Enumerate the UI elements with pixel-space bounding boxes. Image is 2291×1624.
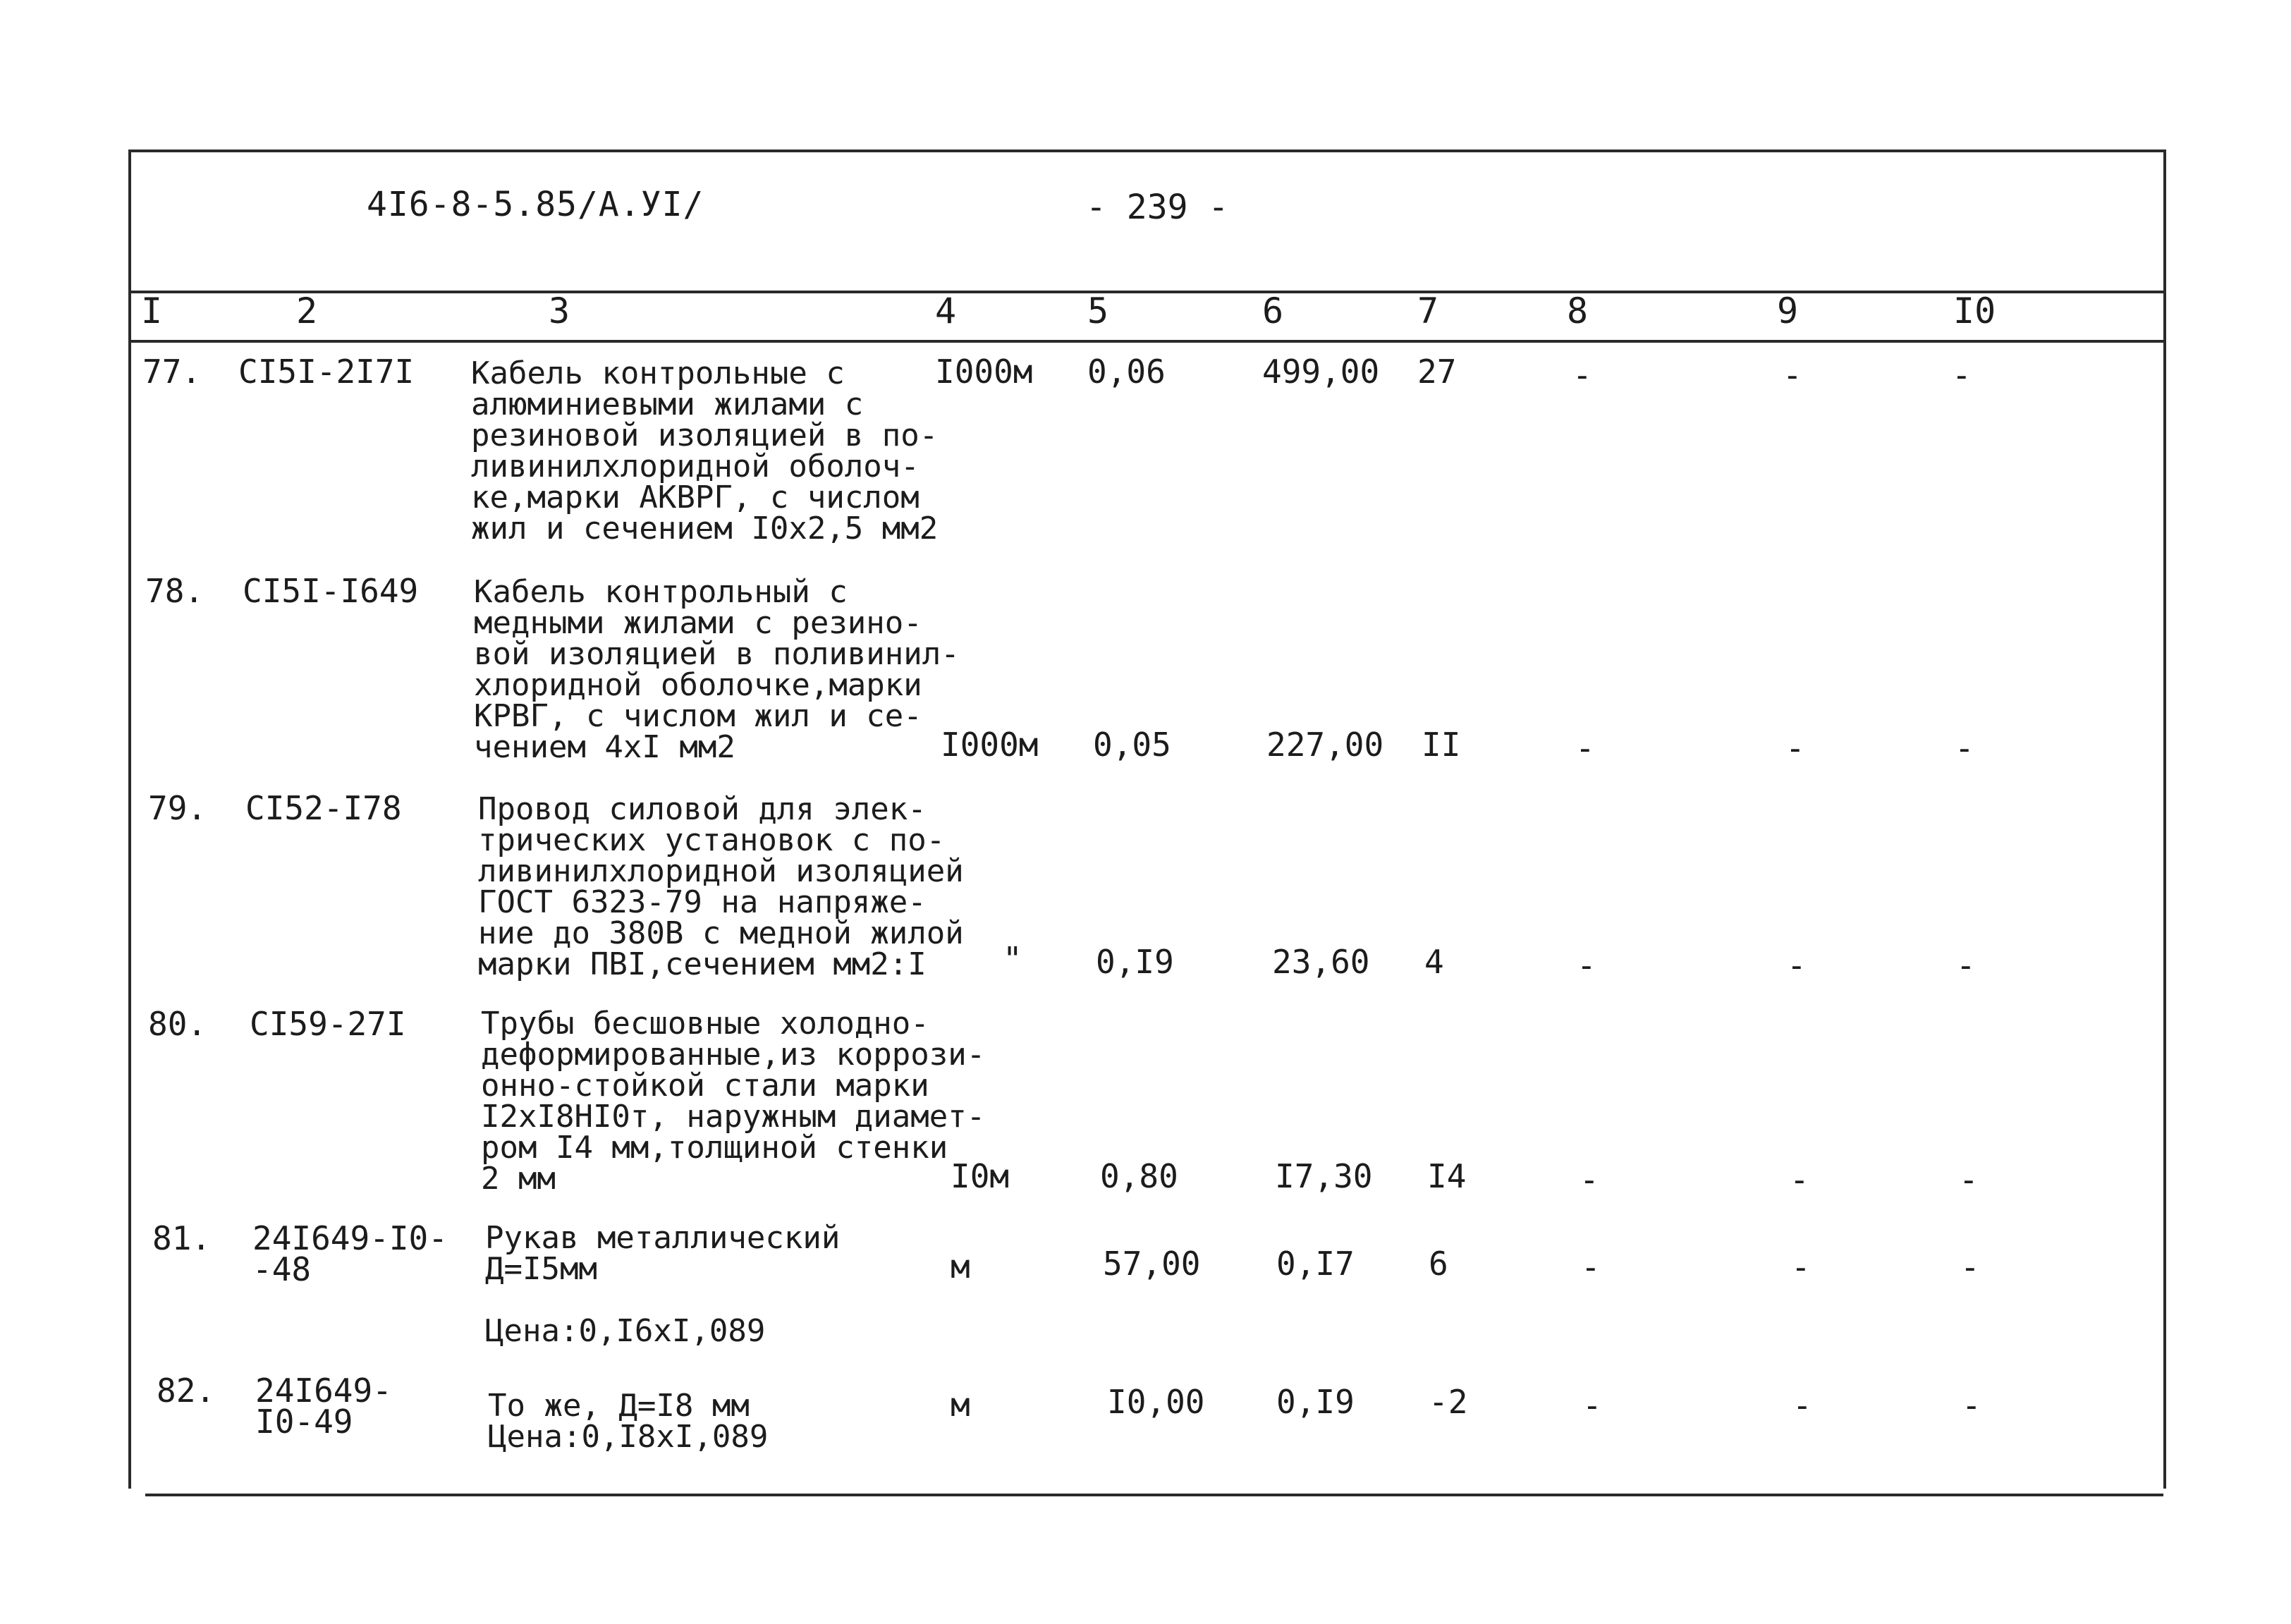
row-number: 80.	[148, 1005, 207, 1043]
col8-value: -	[1577, 946, 1596, 984]
document-code: 4I6-8-5.85/A.УI/	[367, 185, 704, 224]
col7-value: 6	[1429, 1245, 1448, 1283]
col6-value: 23,60	[1272, 943, 1370, 981]
col9-value: -	[1790, 1161, 1809, 1199]
bottom-rule	[145, 1494, 2163, 1496]
col5-value: I0,00	[1107, 1383, 1205, 1421]
item-description: Рукав металлический Д=I5мм Цена:0,I6xI,089	[485, 1220, 841, 1349]
item-code: 24I649-I0- -48	[252, 1219, 448, 1288]
col6-value: 0,I7	[1276, 1245, 1355, 1283]
col5-value: 0,80	[1100, 1157, 1178, 1195]
item-unit: I000м	[935, 353, 1033, 391]
item-description: Трубы бесшовные холодно- деформированные,из коррози- онно-стойкой стали марки I2xI8HI0т, наружным диамет- ром I4 мм,толщиной стенки 2 мм	[481, 1006, 986, 1197]
col9-value: -	[1785, 729, 1805, 767]
col7-value: 27	[1417, 353, 1457, 391]
col7-value: II	[1422, 726, 1461, 764]
col9-value: -	[1791, 1248, 1811, 1286]
col6-value: 499,00	[1262, 353, 1380, 391]
col10-value: -	[1959, 1161, 1979, 1199]
item-unit: м	[951, 1386, 970, 1424]
col5-value: 0,05	[1093, 726, 1171, 764]
item-description: Кабель контрольные с алюминиевыми жилами с резиновой изоляцией в по- ливинилхлоридной оболоч- ке,марки АКВРГ, с числом жил и сечением I0x2,5 мм2	[471, 355, 939, 547]
col7-value: I4	[1427, 1157, 1467, 1195]
row-number: 79.	[148, 789, 207, 827]
item-unit: I000м	[941, 726, 1039, 764]
page-frame	[128, 149, 2166, 1489]
col10-value: -	[1960, 1248, 1980, 1286]
row-number: 82.	[157, 1372, 216, 1410]
col6-value: I7,30	[1275, 1157, 1373, 1195]
column-number-4: 4	[935, 291, 957, 331]
column-number-7: 7	[1417, 291, 1439, 331]
row-number: 81.	[152, 1219, 212, 1257]
column-number-10: I0	[1953, 291, 1996, 331]
item-description: То же, Д=I8 мм Цена:0,I8xI,089	[488, 1388, 769, 1455]
col8-value: -	[1581, 1248, 1601, 1286]
col5-value: 0,I9	[1096, 943, 1174, 981]
row-number: 77.	[142, 353, 202, 391]
col10-value: -	[1955, 729, 1974, 767]
header-rule-top	[128, 291, 2163, 293]
column-number-8: 8	[1567, 291, 1589, 331]
col10-value: -	[1956, 946, 1976, 984]
column-number-3: 3	[549, 291, 570, 331]
col10-value: -	[1952, 356, 1972, 394]
col10-value: -	[1962, 1386, 1981, 1424]
item-code: 24I649- I0-49	[255, 1372, 392, 1441]
item-unit: "	[1003, 940, 1022, 978]
col9-value: -	[1787, 946, 1807, 984]
item-code: CI5I-I649	[243, 572, 419, 610]
item-code: CI52-I78	[245, 789, 402, 827]
col6-value: 227,00	[1266, 726, 1384, 764]
item-code: CI5I-2I7I	[238, 353, 415, 391]
col6-value: 0,I9	[1276, 1383, 1355, 1421]
col5-value: 57,00	[1103, 1245, 1201, 1283]
col8-value: -	[1572, 356, 1592, 394]
column-number-5: 5	[1087, 291, 1109, 331]
item-description: Провод силовой для элек- трических установок с по- ливинилхлоридной изоляцией ГОСТ 6323-79 на напряже- ние до 380В с медной жилой марки ПВI,сечением мм2:I	[478, 791, 964, 982]
col8-value: -	[1580, 1161, 1599, 1199]
column-number-2: 2	[296, 291, 318, 331]
col8-value: -	[1582, 1386, 1602, 1424]
col9-value: -	[1792, 1386, 1812, 1424]
column-number-9: 9	[1777, 291, 1799, 331]
col7-value: -2	[1429, 1383, 1468, 1421]
page-number: - 239 -	[1086, 188, 1229, 227]
item-description: Кабель контрольный с медными жилами с резино- вой изоляцией в поливинил- хлоридной оболочке,марки КРВГ, с числом жил и се- чением 4xI мм2	[474, 574, 960, 765]
col5-value: 0,06	[1087, 353, 1166, 391]
item-code: CI59-27I	[250, 1005, 406, 1043]
row-number: 78.	[145, 572, 204, 610]
column-number-1: I	[141, 291, 163, 331]
col8-value: -	[1575, 729, 1595, 767]
header-rule-bottom	[128, 340, 2163, 343]
col9-value: -	[1783, 356, 1802, 394]
col7-value: 4	[1424, 943, 1444, 981]
column-number-6: 6	[1262, 291, 1284, 331]
item-unit: I0м	[951, 1157, 1010, 1195]
item-unit: м	[951, 1247, 970, 1286]
